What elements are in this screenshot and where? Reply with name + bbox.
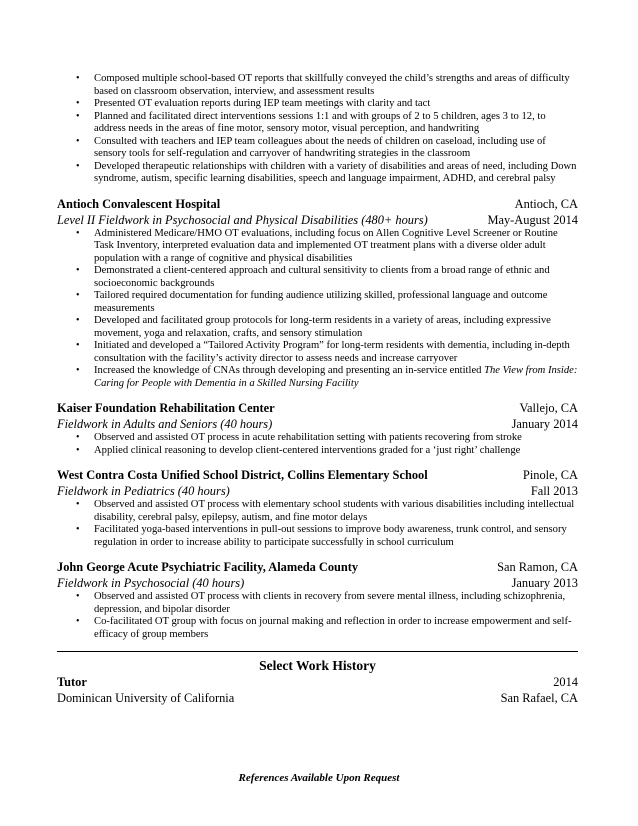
organization-name: Antioch Convalescent Hospital [57,196,221,211]
list-item: • Tailored required documentation for funding audience utilizing skilled, professional language and outcome measurements [76,290,548,314]
experience-entry-wccusd [57,467,578,549]
list-item: • Observed and assisted OT process with elementary school students with various disabilities including intellectual disability, cerebral palsy, epilepsy, autism, and fine motor delays [76,499,575,523]
bullet-icon: • [76,616,80,627]
bullet-icon: • [76,227,80,239]
bullet-list [57,499,578,549]
list-item: • Developed therapeutic relationships with children with a variety of disabilities and areas of need, including Down syndrome, autism, specific learning disabilities, speech and language impairment, ADHD, and cerebral palsy [76,160,577,184]
bullet-icon: • [76,110,80,122]
bullet-icon: • [76,160,80,172]
location: San Ramon, CA [497,560,578,574]
bullet-icon: • [76,524,80,535]
list-item: • Presented OT evaluation reports during IEP team meetings with clarity and tact [76,98,431,109]
list-item: • Increased the knowledge of CNAs through developing and presenting an in-service entitled The View from Inside: Caring for People with Dementia in a Skilled Nursing Facility [76,365,578,389]
employer-location: San Rafael, CA [500,691,578,705]
organization-name: John George Acute Psychiatric Facility, Alameda County [57,560,359,574]
date-range: January 2013 [511,576,578,590]
role-title: Level II Fieldwork in Psychosocial and Physical Disabilities (480+ hours) [57,212,428,227]
list-item: • Developed and facilitated group protocols for long-term residents in a variety of areas, including expressive movement, yoga and relaxation, crafts, and sensory stimulation [76,315,551,339]
references-footer: References Available Upon Request [238,772,400,784]
bullet-icon: • [76,265,80,276]
list-item: • Demonstrated a client-centered approach and cultural sensitivity to clients from a broad range of ethnic and socioeconomic backgrounds [76,265,550,289]
list-item: • Composed multiple school-based OT reports that skillfully conveyed the child’s strengths and areas of difficulty based on classroom observation, interview, and assessment results [76,73,570,97]
bullet-icon: • [76,340,80,351]
location: Antioch, CA [514,196,578,211]
job-year: 2014 [553,675,578,689]
experience-entry-kaiser [57,400,578,457]
bullet-list [57,432,578,457]
bullet-icon: • [76,290,80,301]
list-item: • Co-facilitated OT group with focus on journal making and reflection in order to increase empowerment and self-efficacy of group members [76,616,572,640]
organization-name: Kaiser Foundation Rehabilitation Center [57,401,275,415]
role-title: Fieldwork in Adults and Seniors (40 hours) [57,417,273,431]
role-title: Fieldwork in Psychosocial (40 hours) [57,576,245,590]
location: Pinole, CA [522,468,578,482]
list-item: • Observed and assisted OT process with clients in recovery from severe mental illness, including schizophrenia, depression, and bipolar disorder [76,591,566,615]
work-history-entry [57,674,578,706]
list-item: • Facilitated yoga-based interventions in pull-out sessions to improve body awareness, trunk control, and sensory regulation in order to increase ability to participate successfully in school curriculum [76,524,567,548]
experience-entry-antioch [57,196,578,391]
inservice-title: The View from Inside: Caring for People with Dementia in a Skilled Nursing Facility [94,365,578,389]
bullet-icon: • [76,73,80,84]
bullet-icon: • [76,365,80,376]
bullet-list [57,228,578,391]
bullet-list [57,591,578,641]
bullet-icon: • [76,591,80,602]
bullet-icon: • [76,98,80,109]
list-item: • Planned and facilitated direct interventions sessions 1:1 and with groups of 2 to 5 children, ages 3 to 12, to address needs in the areas of fine motor, sensory motor, visual perception, and handwriting [76,110,546,134]
employer-name: Dominican University of California [57,691,235,705]
organization-name: West Contra Costa Unified School District, Collins Elementary School [57,468,428,482]
list-item: • Administered Medicare/HMO OT evaluations, including focus on Allen Cognitive Level Screener or Routine Task Inventory, interpreted evaluation data and implemented OT treatment plans with a diverse older adult population with a range of cognitive and physical disabilities [76,227,558,264]
bullet-icon: • [76,135,80,147]
experience-entry-john-george [57,559,578,641]
date-range: January 2014 [511,417,578,431]
section-title-work-history: Select Work History [57,651,578,674]
date-range: May-August 2014 [487,212,578,227]
bullet-icon: • [76,432,80,443]
bullet-icon: • [76,315,80,326]
bullet-icon: • [76,499,80,510]
bullet-icon: • [76,444,80,456]
job-title: Tutor [57,675,87,689]
role-title: Fieldwork in Pediatrics (40 hours) [57,484,230,498]
location: Vallejo, CA [519,401,578,415]
list-item: • Consulted with teachers and IEP team colleagues about the needs of children on caseload, including use of sensory tools for self-regulation and carryover of handwriting strategies in the classroom [76,135,546,159]
top-bullet-list [57,73,578,186]
list-item: • Applied clinical reasoning to develop client-centered interventions graded for a ‘just right’ challenge [76,444,521,456]
list-item: • Observed and assisted OT process in acute rehabilitation setting with patients recovering from stroke [76,432,522,443]
date-range: Fall 2013 [530,484,578,498]
resume-page [57,73,578,706]
list-item: • Initiated and developed a “Tailored Activity Program” for long-term residents with dementia, including in-depth consultation with the facility’s activity director to assess needs and increase carryover [76,340,570,364]
